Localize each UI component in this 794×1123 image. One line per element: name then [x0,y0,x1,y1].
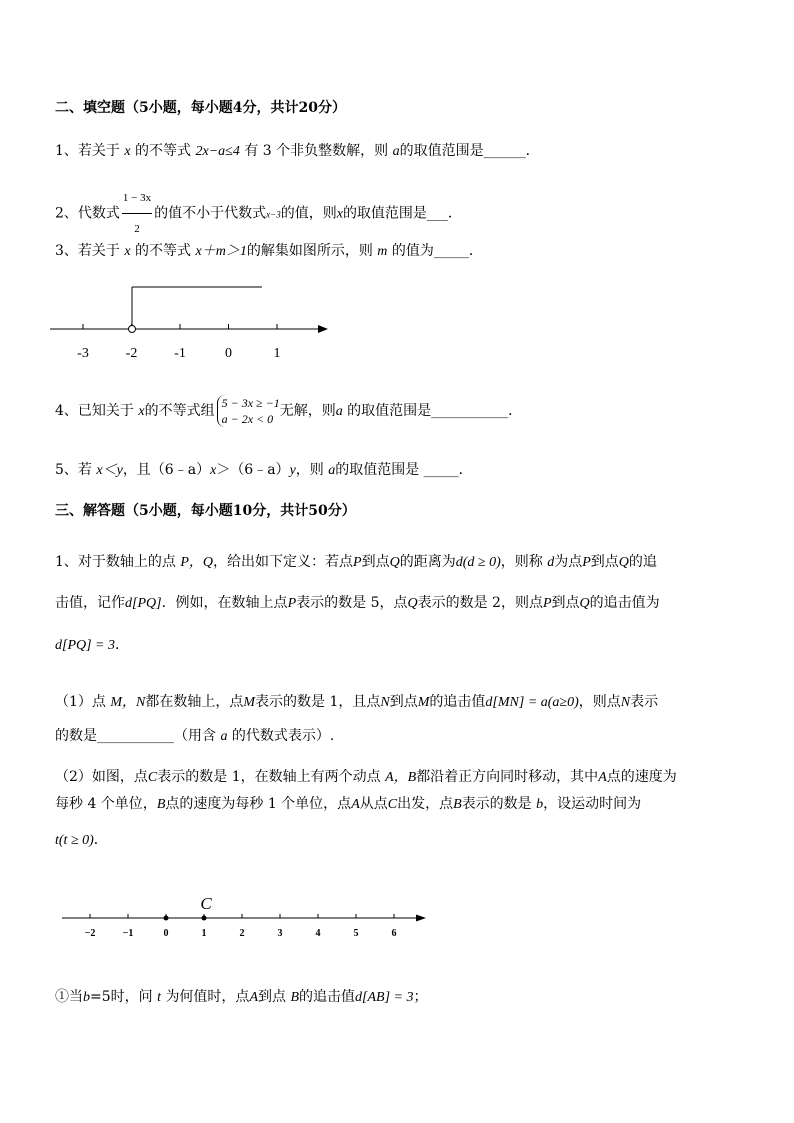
number-line-2 [60,890,430,942]
point-c [202,916,207,921]
tick-label: −2 [84,928,96,939]
tick-label: -2 [125,346,138,361]
tick-label: 1 [273,346,281,361]
inequality-system: 5 − 3x ≥ −1 a − 2x < 0 [217,395,280,427]
tick-label: 4 [315,928,321,939]
number-line-1 [50,280,340,365]
part-1-line-2: 的数是___________（用含 a 的代数式表示）. [55,728,335,744]
part-1-line-1: （1）点 M，N都在数轴上，点M表示的数是 1，且点N到点M的追击值d[MN] = a(a≥0)，则点N表示 [55,694,659,710]
question-2: 2、代数式 $\frac{1 - 3x}{2}$ 的值不小于代数式x−3的值，则x的取值范围是___． [55,183,462,244]
question-1: 1、若关于 x 的不等式 2x−a≤4 有 3 个非负整数解，则 a的取值范围是______． [55,143,540,159]
question-3: 3、若关于 x 的不等式 x＋m＞1的解集如图所示，则 m 的值为_____． [55,243,483,259]
open-circle [129,326,136,333]
part-2-line-3: t(t ≥ 0)． [55,832,108,848]
question-4: 4、已知关于 x的不等式组 5 − 3x ≥ −1 a − 2x < 0 无解，则a 的取值范围是___________． [55,396,523,426]
part-2-line-2: 每秒 4 个单位，B点的速度为每秒 1 个单位，点A从点C出发，点B表示的数是 b，设运动时间为 [55,796,642,812]
fraction: $\frac{1 - 3x}{2}$ [122,183,152,244]
tick-label: 5 [353,928,359,939]
section-3-header: 三、解答题（5小题，每小题10分，共计50分） [55,503,356,519]
section-2-header: 二、填空题（5小题，每小题4分，共计20分） [55,100,346,116]
problem-1-line-2: 击值，记作d[PQ]．例如，在数轴上点P表示的数是 5，点Q表示的数是 2，则点P到点Q的追击值为 [55,595,660,611]
part-2-line-1: （2）如图，点C表示的数是 1，在数轴上有两个动点 A，B都沿着正方向同时移动，其中A点的速度为 [55,769,677,785]
point-zero [164,916,169,921]
tick-label: 2 [239,928,245,939]
axis-arrow [318,325,328,333]
tick-label: 1 [201,928,207,939]
tick-label: 6 [391,928,397,939]
tick-label: 0 [225,346,232,361]
tick-label: 3 [277,928,283,939]
sub-question-1: ①当b=5时，问 t 为何值时，点A到点 B的追击值d[AB] = 3； [55,989,428,1005]
problem-1-line-1: 1、对于数轴上的点 P，Q，给出如下定义：若点P到点Q的距离为d(d ≥ 0)，则称 d为点P到点Q的追 [55,554,657,570]
axis-arrow [416,915,426,922]
point-c-label: C [200,894,212,913]
tick-label: 0 [163,928,169,939]
tick-label: −1 [122,928,134,939]
problem-1-line-3: d[PQ] = 3． [55,637,130,653]
tick-label: -3 [77,346,89,361]
question-5: 5、若 x＜y，且（6﹣a）x＞（6﹣a）y，则 a的取值范围是 _____． [55,462,473,478]
tick-label: -1 [174,346,186,361]
